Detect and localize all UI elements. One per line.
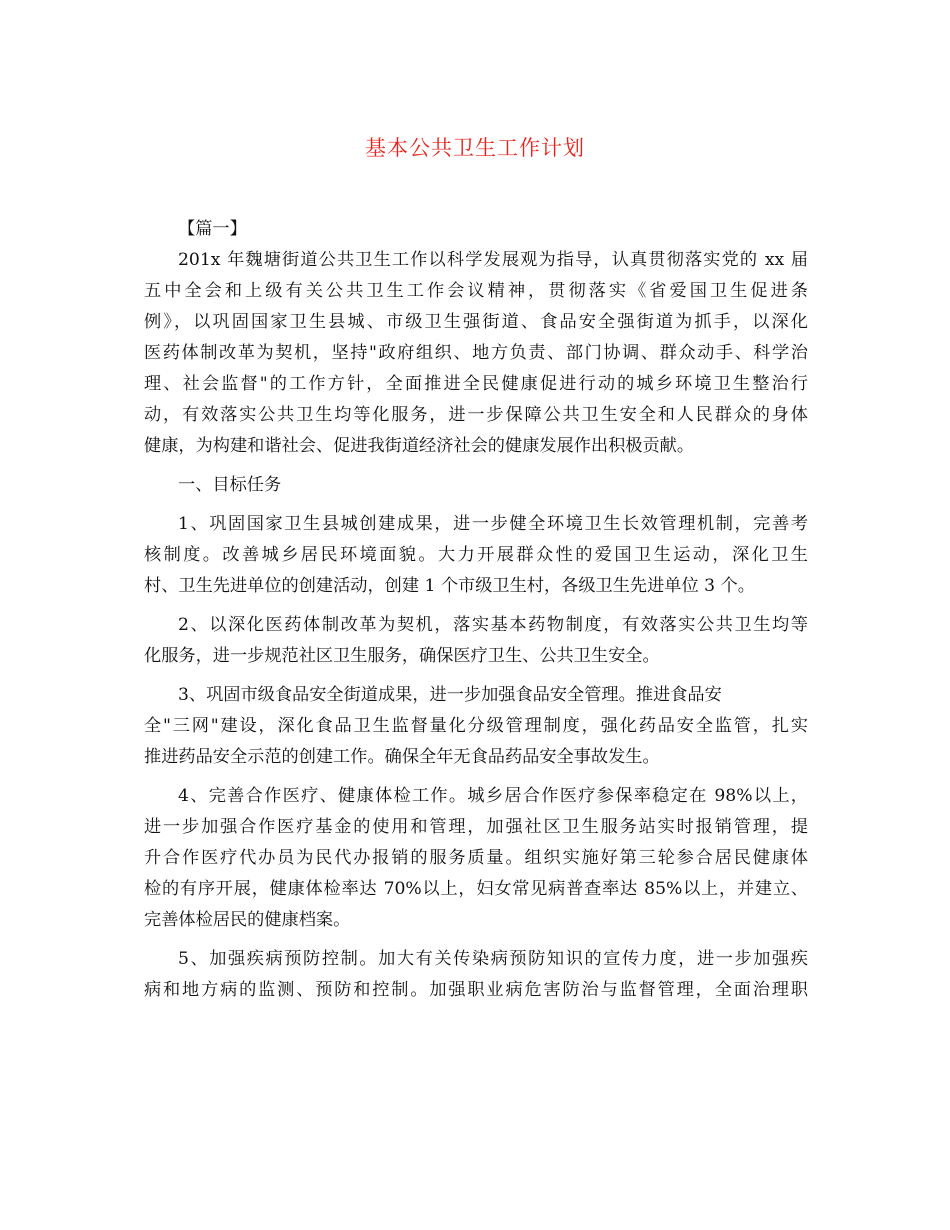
text-line: 动，有效落实公共卫生均等化服务，进一步保障公共卫生安全和人民群众的身体 xyxy=(144,405,808,425)
text-line: 检的有序开展，健康体检率达 70%以上，妇女常见病普查率达 85%以上，并建立、 xyxy=(144,879,808,899)
text-line: 化服务，进一步规范社区卫生服务，确保医疗卫生、公共卫生安全。 xyxy=(144,646,660,666)
text-line: 1、巩固国家卫生县城创建成果，进一步健全环境卫生长效管理机制，完善考 xyxy=(178,514,808,534)
text-line: 五中全会和上级有关公共卫生工作会议精神，贯彻落实《省爱国卫生促进条 xyxy=(144,281,808,301)
text-line: 健康，为构建和谐社会、促进我街道经济社会的健康发展作出积极贡献。 xyxy=(144,436,695,456)
document-body xyxy=(144,214,808,1006)
text-line: 201x 年魏塘街道公共卫生工作以科学发展观为指导，认真贯彻落实党的 xx 届 xyxy=(178,250,808,270)
heading-line: 一、目标任务 xyxy=(178,475,282,495)
text-line: 村、卫生先进单位的创建活动，创建 1 个市级卫生村，各级卫生先进单位 3 个。 xyxy=(144,576,755,596)
text-line: 3、巩固市级食品安全街道成果，进一步加强食品安全管理。推进食品安 xyxy=(178,685,722,705)
paragraph-item-4 xyxy=(144,781,808,936)
section-heading xyxy=(144,470,808,501)
section-label: 【篇一】 xyxy=(178,219,247,239)
paragraph-item-1 xyxy=(144,509,808,602)
text-line: 理、社会监督"的工作方针，全面推进全民健康促进行动的城乡环境卫生整治行 xyxy=(144,374,808,394)
text-line: 医药体制改革为契机，坚持"政府组织、地方负责、部门协调、群众动手、科学治 xyxy=(144,343,808,363)
paragraph-intro xyxy=(144,245,808,462)
text-line: 例》，以巩固国家卫生县城、市级卫生强街道、食品安全强街道为抓手，以深化 xyxy=(144,312,808,332)
paragraph-item-3 xyxy=(144,680,808,773)
document-title: 基本公共卫生工作计划 xyxy=(365,136,585,160)
text-line: 完善体检居民的健康档案。 xyxy=(144,910,351,930)
text-line: 进一步加强合作医疗基金的使用和管理，加强社区卫生服务站实时报销管理，提 xyxy=(144,817,808,837)
paragraph-item-5 xyxy=(144,944,808,1006)
text-line: 升合作医疗代办员为民代办报销的服务质量。组织实施好第三轮参合居民健康体 xyxy=(144,848,808,868)
text-line: 5、加强疾病预防控制。加大有关传染病预防知识的宣传力度，进一步加强疾 xyxy=(178,949,808,969)
paragraph-item-2 xyxy=(144,610,808,672)
text-line: 病和地方病的监测、预防和控制。加强职业病危害防治与监督管理，全面治理职 xyxy=(144,980,808,1000)
text-line: 4、完善合作医疗、健康体检工作。城乡居合作医疗参保率稳定在 98%以上， xyxy=(178,786,808,806)
text-line: 推进药品安全示范的创建工作。确保全年无食品药品安全事故发生。 xyxy=(144,747,660,767)
text-line: 核制度。改善城乡居民环境面貌。大力开展群众性的爱国卫生运动，深化卫生 xyxy=(144,545,808,565)
text-line: 全"三网"建设，深化食品卫生监督量化分级管理制度，强化药品安全监管，扎实 xyxy=(144,716,808,736)
text-line: 2、以深化医药体制改革为契机，落实基本药物制度，有效落实公共卫生均等 xyxy=(178,615,808,635)
